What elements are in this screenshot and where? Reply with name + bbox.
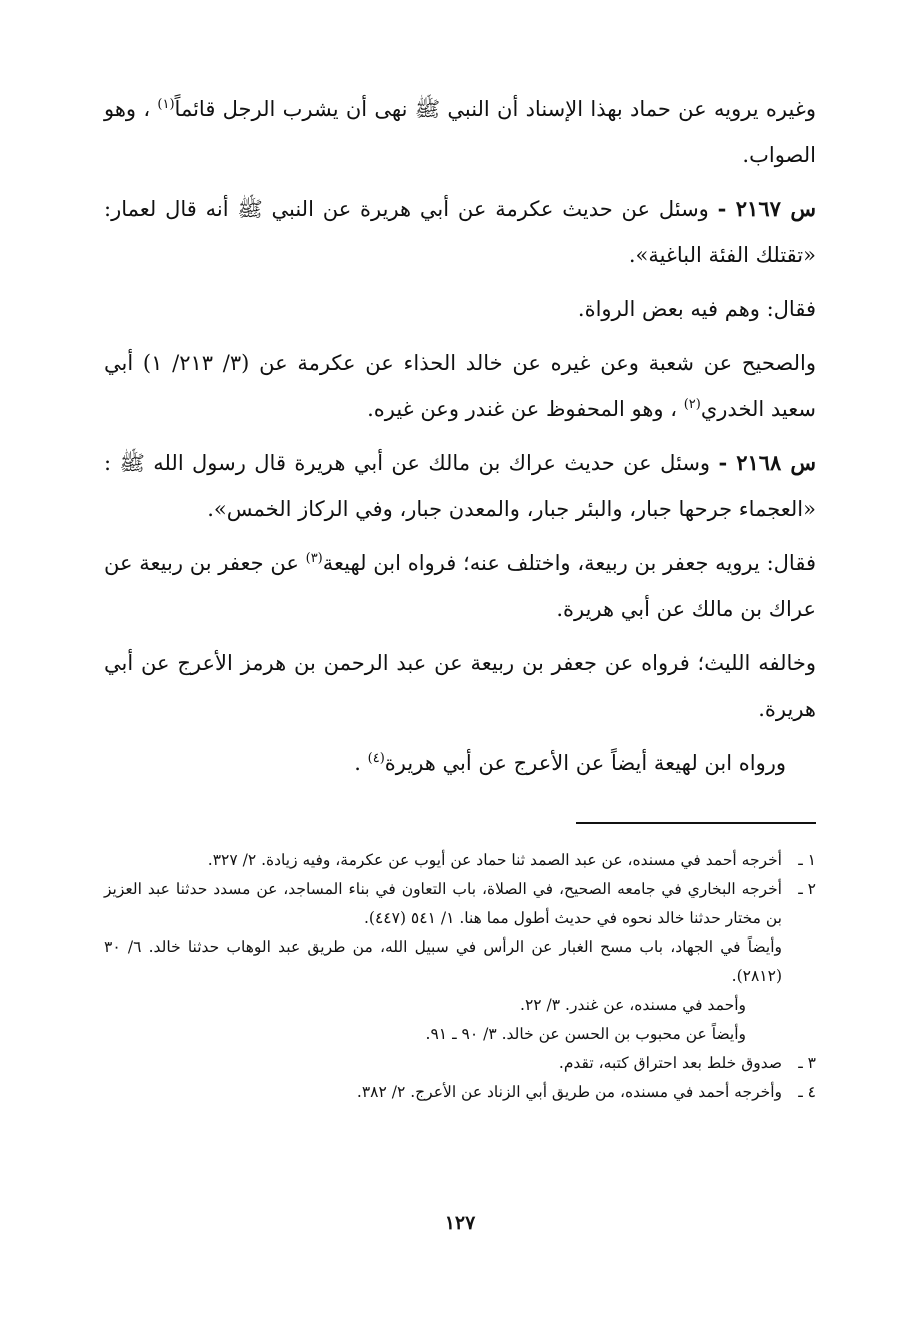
- page-number: ١٢٧: [444, 1212, 476, 1234]
- paragraph-text: فقال: يرويه جعفر بن ربيعة، واختلف عنه؛ فرواه ابن لهيعة: [322, 551, 816, 575]
- footnote-text: أخرجه البخاري في جامعه الصحيح، في الصلاة، باب التعاون في بناء المساجد، عن مسدد حدثنا عبد العزيز بن مختار حدثنا خالد نحوه في حديث أطول مما هنا. ١/ ٥٤١ (٤٤٧).: [104, 880, 782, 927]
- footnote-text: وأيضاً عن محبوب بن الحسن عن خالد. ٣/ ٩٠ ـ ٩١.: [425, 1025, 746, 1043]
- book-page: [104, 86, 816, 1316]
- footnotes: [104, 846, 816, 1107]
- footnote-text: وأخرجه أحمد في مسنده، من طريق أبي الزناد عن الأعرج. ٢/ ٣٨٢.: [356, 1083, 782, 1101]
- answer-2167: [104, 286, 816, 332]
- footnote-number: ٤ ـ: [798, 1083, 816, 1101]
- footnote-text: وأيضاً في الجهاد، باب مسح الغبار عن الرأس في سبيل الله، من طريق عبد الوهاب حدثنا خالد. ٦/ ٣٠ (٢٨١٢).: [104, 938, 782, 985]
- footnote-text: وأحمد في مسنده، عن غندر. ٣/ ٢٢.: [520, 996, 746, 1014]
- question-2168: [104, 440, 816, 532]
- footnote-separator: [576, 822, 816, 824]
- footnote-4: [104, 1078, 816, 1107]
- footnote-number: ١ ـ: [798, 851, 816, 869]
- main-text: [104, 86, 816, 794]
- paragraph-4: [104, 340, 816, 432]
- paragraph-text: وسئل عن حديث عكرمة عن أبي هريرة عن النبي ﷺ أنه قال لعمار: «تقتلك الفئة الباغية».: [104, 197, 816, 267]
- paragraph-1: [104, 86, 816, 178]
- footnote-ref-1: (١): [157, 97, 175, 112]
- footnote-ref-4: (٤): [367, 751, 385, 766]
- question-number: س ٢١٦٨ -: [718, 450, 816, 475]
- paragraph-text: وخالفه الليث؛ فرواه عن جعفر بن ربيعة عن عبد الرحمن بن هرمز الأعرج عن أبي هريرة.: [104, 651, 816, 721]
- question-2167: [104, 186, 816, 278]
- footnote-ref-3: (٣): [305, 551, 323, 566]
- paragraph-text: والصحيح عن شعبة وعن غيره عن خالد الحذاء عن عكرمة عن (٣/ ٢١٣/ ١) أبي سعيد الخدري: [104, 351, 816, 421]
- footnote-text: أخرجه أحمد في مسنده، عن عبد الصمد ثنا حماد عن أيوب عن عكرمة، وفيه زيادة. ٢/ ٣٢٧.: [207, 851, 782, 869]
- footnote-1: [104, 846, 816, 875]
- paragraph-tail: ، وهو الصواب.: [104, 97, 816, 167]
- footnote-2-continuation: [104, 991, 816, 1020]
- paragraph-text: فقال: وهم فيه بعض الرواة.: [577, 297, 816, 321]
- paragraph-text: ورواه ابن لهيعة أيضاً عن الأعرج عن أبي هريرة: [384, 751, 786, 775]
- footnote-2-continuation: [104, 933, 816, 991]
- footnote-number: ٣ ـ: [798, 1054, 816, 1072]
- paragraph-8: [104, 740, 816, 786]
- paragraph-tail: ، وهو المحفوظ عن غندر وعن غيره.: [367, 397, 684, 421]
- paragraph-text: وغيره يرويه عن حماد بهذا الإسناد أن النبي ﷺ نهى أن يشرب الرجل قائماً: [174, 97, 816, 121]
- paragraph-text: وسئل عن حديث عراك بن مالك عن أبي هريرة قال رسول الله ﷺ : «العجماء جرحها جبار، والبئر جبار، والمعدن جبار، وفي الركاز الخمس».: [104, 451, 816, 521]
- footnote-text: صدوق خلط بعد احتراق كتبه، تقدم.: [558, 1054, 782, 1072]
- footnote-3: [104, 1049, 816, 1078]
- paragraph-7: [104, 640, 816, 732]
- paragraph-tail: .: [354, 751, 368, 775]
- footnote-2-continuation: [104, 1020, 816, 1049]
- question-number: س ٢١٦٧ -: [717, 196, 816, 221]
- answer-2168: [104, 540, 816, 632]
- footnote-2: [104, 875, 816, 933]
- paragraph-tail: عن جعفر بن ربيعة عن عراك بن مالك عن أبي هريرة.: [104, 551, 816, 621]
- footnote-ref-2: (٢): [683, 397, 701, 412]
- footnote-number: ٢ ـ: [798, 880, 816, 898]
